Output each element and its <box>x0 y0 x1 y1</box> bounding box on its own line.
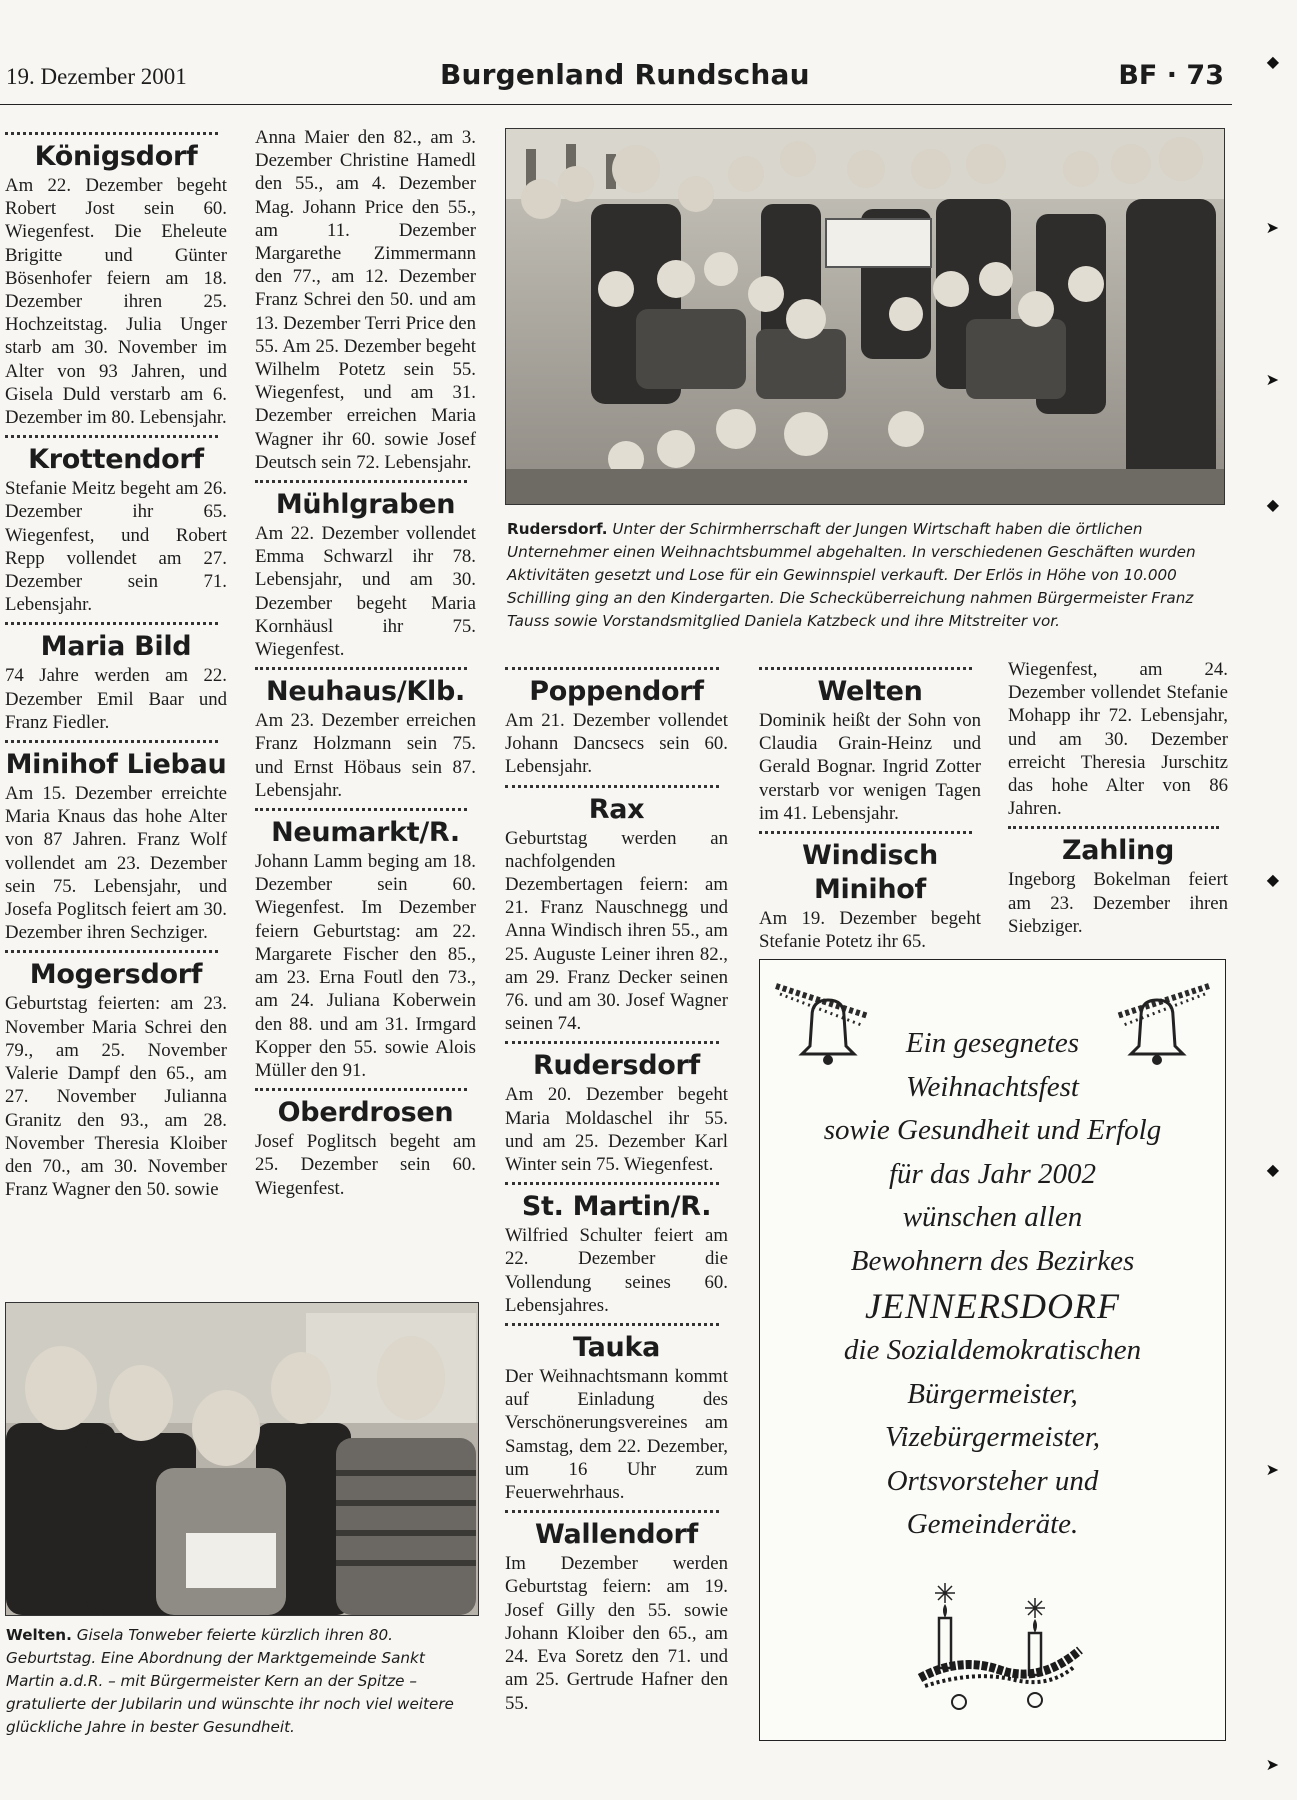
dotted-divider <box>255 808 467 811</box>
dotted-divider <box>255 1088 467 1091</box>
article-text: Wiegenfest, am 24. Dezember vollendet Stefanie Mohapp ihr 72. Lebensjahr, und am 30. Dezember erreicht Theresia Jurschitz das hohe Alter von 86 Jahren. <box>1008 659 1228 820</box>
greeting-line: Bewohnern des Bezirkes <box>850 1244 1135 1277</box>
article-text: Dominik heißt der Sohn von Claudia Grain-Heinz und Gerald Bognar. Ingrid Zotter verstarb vor wenigen Tagen im 41. Lebensjahr. <box>759 710 981 824</box>
caption-lead: Welten. <box>6 1626 72 1644</box>
article <box>505 1041 728 1176</box>
article-text: Am 22. Dezember begeht Robert Jost sein 60. Wiegenfest. Die Eheleute Brigitte und Günter Bösenhofer feiern am 18. Dezember ihren 25. Hochzeitstag. Julia Unger starb am 30. November im Alter von 93 Jahren, und Gisela Duld verstarb am 6. Dezember im 80. Lebensjahr. <box>5 175 227 429</box>
caption-lead: Rudersdorf. <box>507 520 608 538</box>
article-title: Krottendorf <box>28 444 204 476</box>
scan-mark: ➤ <box>1265 1757 1279 1774</box>
caption-text: Unter der Schirmherrschaft der Jungen Wirtschaft haben die örtlichen Unternehmer einen Weihnachtsbummel abgehalten. In verschiedenen Geschäften wurden Aktivitäten gesetzt und Lose für ein Gewinnspiel verkauft. Der Erlös in Höhe von 10.000 Schilling ging an den Kindergarten. Die Schecküberreichung nahmen Bürgermeister Franz Tauss sowie Vorstandsmitglied Daniela Katzbeck und ihre Mitstreiter vor. <box>507 520 1196 630</box>
article <box>255 1088 476 1200</box>
dotted-divider <box>505 1510 719 1513</box>
christmas-greeting-ad <box>759 959 1226 1741</box>
column-3 <box>505 663 728 1721</box>
article-title: Maria Bild <box>40 631 192 663</box>
newspaper-title: Burgenland Rundschau <box>440 58 810 91</box>
article-text: Geburtstag werden an nachfolgenden Dezembertagen feiern: am 21. Franz Nauschnegg und Anna Windisch ihren 55., am 25. Auguste Leiner ihren 82., am 29. Franz Decker seinen 76. und am 30. Josef Wagner seinen 74. <box>505 827 728 1035</box>
article <box>5 950 227 1201</box>
article <box>505 1182 728 1317</box>
article <box>505 667 728 779</box>
article <box>759 831 981 953</box>
scan-mark: ◆ <box>1266 497 1279 514</box>
greeting-line: Vizebürgermeister, <box>884 1421 1101 1453</box>
article <box>505 1510 728 1714</box>
article-title: Königsdorf <box>34 141 198 172</box>
article-title: Tauka <box>572 1332 661 1364</box>
greeting-line: Weihnachtsfest <box>906 1070 1079 1103</box>
article-text: Am 22. Dezember vollendet Emma Schwarzl ihr 78. Lebensjahr, und am 30. Dezember begeht Maria Kornhäusl ihr 75. Wiegenfest. <box>255 523 476 661</box>
dotted-divider <box>255 480 467 483</box>
photo-caption-top <box>507 518 1223 633</box>
article-title: Poppendorf <box>529 676 704 707</box>
photo-kindergarten-check-handover <box>505 128 1225 505</box>
greeting-line: Gemeinderäte. <box>906 1508 1079 1540</box>
article-title: Wallendorf <box>534 1519 699 1551</box>
greeting-line: Ortsvorsteher und <box>886 1464 1099 1497</box>
dotted-divider <box>5 132 218 135</box>
article-text: Am 21. Dezember vollendet Johann Dancsecs sein 60. Lebensjahr. <box>505 710 728 778</box>
greeting-line: Bürgermeister, <box>907 1377 1078 1410</box>
page-number: BF · 73 <box>1118 60 1224 91</box>
article <box>1008 826 1228 938</box>
greeting-text <box>760 1022 1225 1547</box>
christmas-candle-wreath-icon <box>915 1578 1085 1718</box>
article-title: Rudersdorf <box>533 1050 700 1082</box>
article-title: Rax <box>588 793 645 825</box>
article-text: Geburtstag feierten: am 23. November Maria Schrei den 79., am 25. November Valerie Dampf den 65., am 27. November Julianna Granitz den 93., am 28. November Theresia Kloiber den 70., am 30. November Franz Wagner den 50. sowie <box>5 993 227 1201</box>
article-title: Zahling <box>1062 835 1174 867</box>
issue-date: 19. Dezember 2001 <box>6 64 187 89</box>
article <box>255 480 476 661</box>
article <box>759 667 981 825</box>
greeting-line: wünschen allen <box>902 1201 1083 1233</box>
dotted-divider <box>5 622 218 625</box>
column-2 <box>255 126 476 1206</box>
article-text: Der Weihnachtsmann kommt auf Einladung des Verschönerungsvereines am Samstag, dem 22. Dezember, um 16 Uhr zum Feuerwehrhaus. <box>505 1366 728 1504</box>
article-text: Johann Lamm beging am 18. Dezember sein 60. Wiegenfest. Im Dezember feiern Geburtstag: am 22. Margarete Fischer den 85., am 23. Erna Foutl den 73., am 24. Juliana Koberwein den 88. und am 31. Irmgard Kopper den 55. sowie Alois Müller den 91. <box>255 851 476 1081</box>
article-text: Am 20. Dezember begeht Maria Moldaschel ihr 55. und am 25. Dezember Karl Winter sein 75. Wiegenfest. <box>505 1084 728 1176</box>
dotted-divider <box>1008 826 1219 829</box>
district-name: JENNERSDORF <box>865 1286 1120 1326</box>
article-title: Mühlgraben <box>275 489 456 521</box>
article-title: Neuhaus/Klb. <box>266 676 465 708</box>
article-text: Stefanie Meitz begeht am 26. Dezember ihr 65. Wiegenfest, und Robert Repp vollendet am 27. Dezember sein 71. Lebensjahr. <box>5 478 227 616</box>
greeting-line: sowie Gesundheit und Erfolg <box>823 1114 1162 1146</box>
article <box>505 785 728 1036</box>
photo-birthday-group <box>5 1302 479 1616</box>
dotted-divider <box>5 950 218 953</box>
scan-mark: ➤ <box>1265 220 1279 237</box>
dotted-divider <box>759 831 972 834</box>
column-1 <box>5 128 227 1207</box>
article-text: Ingeborg Bokelman feiert am 23. Dezember ihren Siebziger. <box>1008 869 1228 937</box>
article-text: Am 23. Dezember erreichen Franz Holzmann sein 75. und Ernst Höbaus sein 87. Lebensjahr. <box>255 710 476 801</box>
article <box>5 435 227 616</box>
caption-text: Gisela Tonweber feierte kürzlich ihren 80. Geburtstag. Eine Abordnung der Marktgemeinde Sankt Martin a.d.R. – mit Bürgermeister Kern an der Spitze – gratulierte der Jubilarin und wünschte ihr noch viel weitere glückliche Jahre in bester Gesundheit. <box>6 1626 454 1736</box>
page-header <box>0 50 1232 105</box>
article-title: Welten <box>817 676 923 707</box>
article-text: Am 15. Dezember erreichte Maria Knaus das hohe Alter von 87 Jahren. Franz Wolf vollendet am 23. Dezember sein 75. Lebensjahr, und Josefa Poglitsch feiert am 30. Dezember ihren Sechziger. <box>5 783 227 944</box>
dotted-divider <box>5 435 218 438</box>
photo-illustration <box>506 129 1224 504</box>
dotted-divider <box>759 667 972 670</box>
article-title: Windisch Minihof <box>802 840 938 906</box>
article-title: Oberdrosen <box>277 1097 454 1129</box>
article-text: Im Dezember werden Geburtstag feiern: am 19. Josef Gilly den 55. sowie Johann Kloiber den 65., am 24. Eva Soretz den 71. und am 25. Gertrude Hafner den 55. <box>505 1553 728 1714</box>
article-text: Am 19. Dezember begeht Stefanie Potetz ihr 65. <box>759 908 981 953</box>
column-4 <box>759 663 981 959</box>
dotted-divider <box>505 1041 719 1044</box>
scan-mark: ➤ <box>1265 1462 1279 1479</box>
article-continuation <box>255 126 476 474</box>
article-text: 74 Jahre werden am 22. Dezember Emil Baar und Franz Fiedler. <box>5 665 227 733</box>
greeting-line: für das Jahr 2002 <box>888 1157 1097 1190</box>
scan-mark: ◆ <box>1266 54 1279 71</box>
article-text: Anna Maier den 82., am 3. Dezember Christine Hamedl den 55., am 4. Dezember Mag. Johann Price den 55., am 11. Dezember Margarethe Zimmermann den 77., am 12. Dezember Franz Schrei den 50. und am 13. Dezember Terri Price den 55. Am 25. Dezember begeht Wilhelm Potetz sein 55. Wiegenfest, und am 31. Dezember erreichen Maria Wagner ihr 60. sowie Josef Deutsch sein 72. Lebensjahr. <box>255 127 477 473</box>
column-5 <box>1008 658 1228 944</box>
article <box>255 808 476 1082</box>
dotted-divider <box>255 667 467 670</box>
dotted-divider <box>505 1182 719 1185</box>
dotted-divider <box>505 1323 719 1326</box>
article <box>5 132 227 429</box>
dotted-divider <box>505 785 719 788</box>
scan-mark: ➤ <box>1265 372 1279 389</box>
photo-caption-bottom <box>6 1624 476 1739</box>
dotted-divider <box>505 667 719 670</box>
dotted-divider <box>5 740 218 743</box>
article-continuation <box>1008 658 1228 820</box>
article <box>5 740 227 944</box>
article-title: Neumarkt/R. <box>271 817 460 849</box>
scan-mark: ◆ <box>1266 1162 1279 1179</box>
article-text: Josef Poglitsch begeht am 25. Dezember sein 60. Wiegenfest. <box>255 1131 476 1199</box>
article <box>505 1323 728 1504</box>
article-title: St. Martin/R. <box>521 1191 712 1223</box>
article-text: Wilfried Schulter feiert am 22. Dezember die Vollendung seines 60. Lebensjahres. <box>505 1225 728 1316</box>
greeting-line: die Sozialdemokratischen <box>843 1334 1142 1366</box>
photo-illustration <box>6 1303 478 1615</box>
article-title: Mogersdorf <box>29 959 203 991</box>
scan-mark: ◆ <box>1266 872 1279 889</box>
article-title: Minihof Liebau <box>5 749 227 781</box>
greeting-line: Ein gesegnetes <box>905 1027 1080 1059</box>
article <box>5 622 227 734</box>
article <box>255 667 476 802</box>
